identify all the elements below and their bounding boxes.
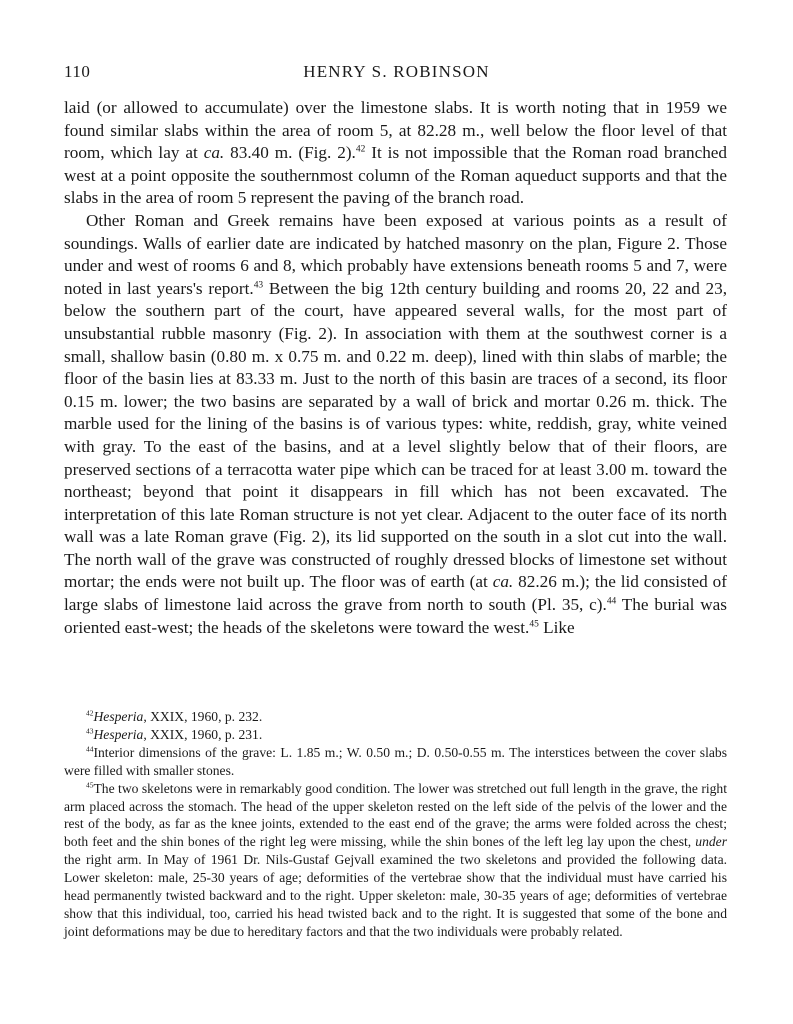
text-run: Like xyxy=(538,617,575,637)
footnote-text: The two skeletons were in remarkably good condition. The lower was stretched out full length in the grave, the right arm placed across the stomach. The head of the upper skeleton rested on the left side of the pelvis of the lower and the rest of the body, as far as the knee joints, extended to the east end of the grave; the arms were folded across the chest; both feet and the shin bones of the right leg were missing, while the shin bones of the left leg lay upon the chest, xyxy=(64,780,727,850)
page-number: 110 xyxy=(64,62,91,81)
paragraph-2 xyxy=(64,210,727,639)
footnote-number: 45 xyxy=(86,780,94,790)
footnote-ref-45[interactable]: 45 xyxy=(529,618,539,629)
footnote-ref-43[interactable]: 43 xyxy=(253,280,264,291)
text-run: laid (or allowed to accumulate) over the limestone slabs. It is worth noting that in 1959 we found similar slabs within the area of room 5, at 82.28 m., well below the floor level of that room, which lay at xyxy=(64,98,727,163)
footnote-44 xyxy=(64,744,727,780)
text-run: 82.26 m.); the lid consisted of large slabs of limestone laid across the grave from north to south (Pl. 35, c). xyxy=(64,572,727,615)
footnote-ref-44[interactable]: 44 xyxy=(606,596,617,607)
page-header xyxy=(64,62,729,86)
footnote-number: 43 xyxy=(86,726,94,736)
journal-title: Hesperia xyxy=(93,726,144,742)
footnote-42 xyxy=(64,708,727,726)
footnote-43 xyxy=(64,726,727,744)
emphasis-under: under xyxy=(695,834,727,850)
abbrev-circa: ca. xyxy=(492,572,514,592)
footnote-text: the right arm. In May of 1961 Dr. Nils-Gustaf Gejvall examined the two skeletons and provided the following data. Lower skeleton: male, 25-30 years of age; deformities of the vertebrae show that the individual must have carried his head permanently twisted backward and to the right. Upper skeleton: male, 30-35 years of age; deformities of vertebrae show that this individual, too, carried his head twisted back and to the right. It is suggested that some of the bone and joint deformations may be due to hereditary factors and that the two individuals were probably related. xyxy=(64,852,727,939)
footnote-text: Interior dimensions of the grave: L. 1.85 m.; W. 0.50 m.; D. 0.50-0.55 m. The interstices between the cover slabs were filled with smaller stones. xyxy=(64,744,727,778)
journal-title: Hesperia xyxy=(93,709,144,724)
footnote-ref-42[interactable]: 42 xyxy=(355,144,366,155)
running-head: HENRY S. ROBINSON xyxy=(303,62,490,81)
text-run: 83.40 m. (Fig. 2). xyxy=(224,143,356,163)
footnote-number: 42 xyxy=(86,708,94,718)
text-run: Between the big 12th century building and rooms 20, 22 and 23, below the southern part of the court, have appeared several walls, for the most part of unsubstantial rubble masonry (Fig. 2). In association with them at the southwest corner is a small, shallow basin (0.80 m. x 0.75 m. and 0.22 m. deep), lined with thin slabs of marble; the floor of the basin lies at 83.33 m. Just to the north of this basin are traces of a second, its floor 0.15 m. lower; the two basins are separated by a wall of brick and mortar 0.26 m. thick. The marble used for the lining of the basins is of various types: white, reddish, gray, white veined with gray. To the east of the basins, and at a level slightly below that of their floors, are preserved sections of a terracotta water pipe which can be traced for at least 3.00 m. toward the northeast; beyond that point it disappears in fill which has not been excavated. The interpretation of this late Roman structure is not yet clear. Adjacent to the outer face of its north wall was a late Roman grave (Fig. 2), its lid supported on the south in a slot cut into the wall. The north wall of the grave was constructed of roughly dressed blocks of limestone set without mortar; the ends were not built up. The floor was of earth (at xyxy=(64,278,727,592)
footnote-text: , XXIX, 1960, p. 231. xyxy=(143,726,263,742)
text-run: Other Roman and Greek remains have been exposed at various points as a result of soundings. Walls of earlier date are indicated by hatched masonry on the plan, Figure 2. Those under and west of rooms 6 and 8, which probably have extensions beneath rooms 5 and 7, were noted in last years's report. xyxy=(64,210,727,298)
footnote-45 xyxy=(64,780,727,941)
text-run: It is not impossible that the Roman road branched west at a point opposite the southernmost column of the Roman aqueduct supports and that the slabs in the area of room 5 represent the paving of the branch road. xyxy=(64,143,728,208)
footnotes xyxy=(64,708,727,941)
footnote-text: , XXIX, 1960, p. 232. xyxy=(143,709,263,724)
paragraph-1 xyxy=(64,97,727,210)
footnote-number: 44 xyxy=(86,744,94,754)
text-run: The burial was oriented east-west; the heads of the skeletons were toward the west. xyxy=(64,595,727,637)
abbrev-circa: ca. xyxy=(203,143,225,163)
body-text xyxy=(64,97,727,639)
